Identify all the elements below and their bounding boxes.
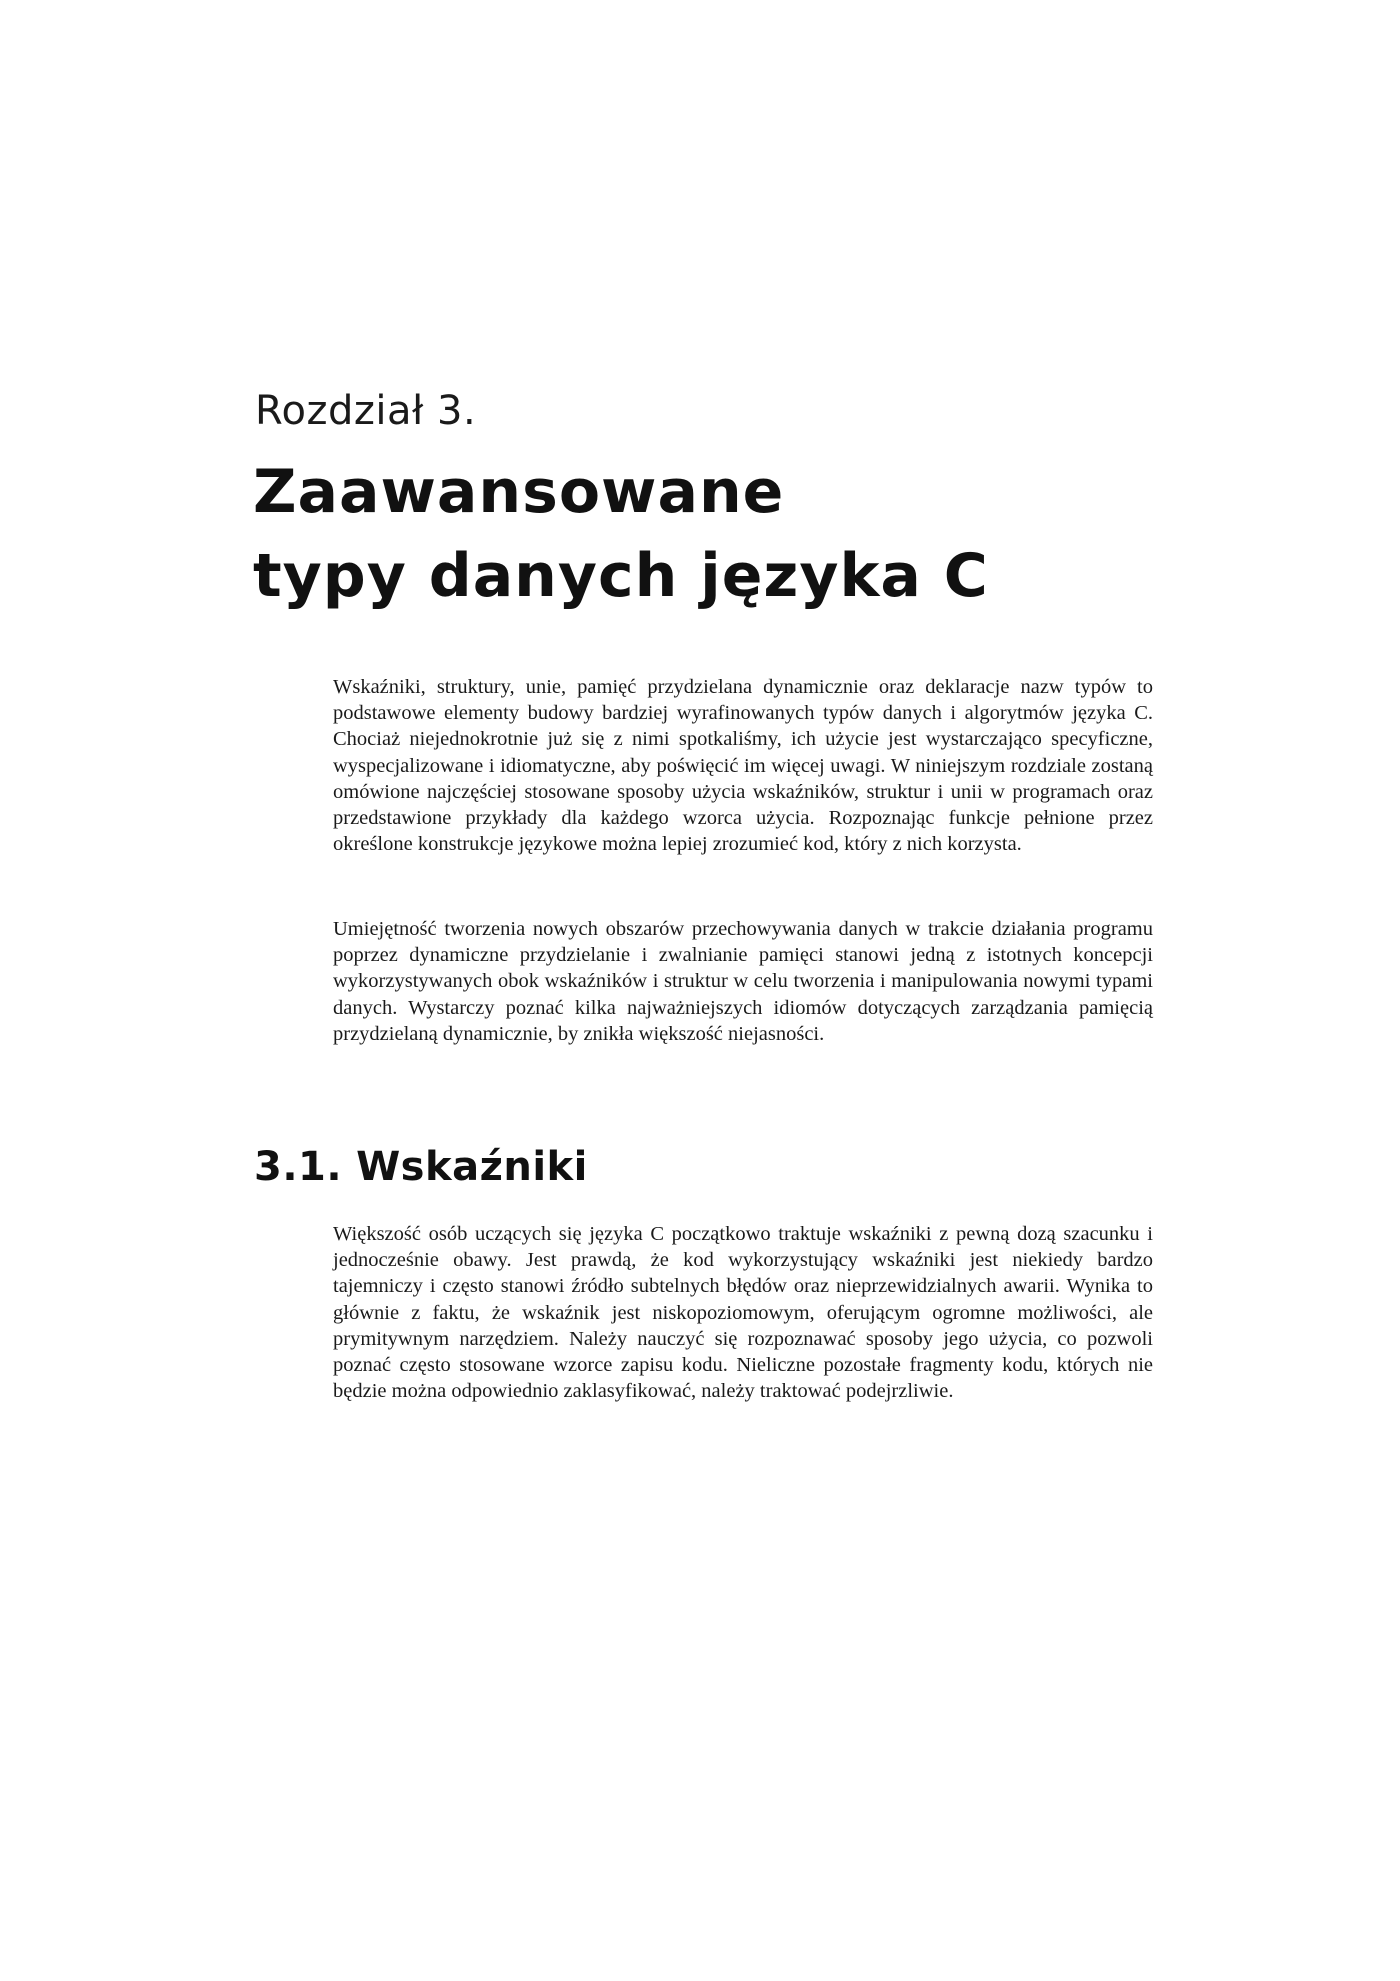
section-title: Wskaźniki (356, 1144, 588, 1190)
chapter-title (253, 450, 989, 618)
chapter-title-line-1: Zaawansowane (253, 457, 785, 527)
section-paragraph-1: Większość osób uczących się języka C początkowo traktuje wskaźniki z pewną dozą szacunku i jednocześnie obawy. Jest prawdą, że kod wykorzystujący wskaźniki jest niekiedy bardzo tajemniczy i często stanowi źródło subtelnych błędów oraz nieprzewidzialnych awarii. Wynika to głównie z faktu, że wskaźnik jest niskopoziomowym, oferującym ogromne możliwości, ale prymitywnym narzędziem. Należy nauczyć się rozpoznawać sposoby jego użycia, co pozwoli poznać często stosowane wzorce zapisu kodu. Nieliczne pozostałe fragmenty kodu, których nie będzie można odpowiednio zaklasyfikować, należy traktować podejrzliwie. (333, 1223, 1153, 1403)
chapter-title-line-2: typy danych języka C (253, 541, 989, 611)
section-number: 3.1. (254, 1144, 343, 1190)
chapter-label: Rozdział 3. (255, 388, 477, 434)
intro-paragraph-2: Umiejętność tworzenia nowych obszarów przechowywania danych w trakcie działania programu poprzez dynamiczne przydzielanie i zwalnianie pamięci stanowi jedną z istotnych koncepcji wykorzystywanych obok wskaźników i struktur w celu tworzenia i manipulowania nowymi typami danych. Wystarczy poznać kilka najważniejszych idiomów dotyczących zarządzania pamięcią przydzielaną dynamicznie, by znikła większość niejasności. (333, 918, 1153, 1045)
section-heading (254, 1144, 588, 1190)
intro-paragraph-1: Wskaźniki, struktury, unie, pamięć przydzielana dynamicznie oraz deklaracje nazw typów to podstawowe elementy budowy bardziej wyrafinowanych typów danych i algorytmów języka C. Chociaż niejednokrotnie już się z nimi spotkaliśmy, ich użycie jest wystarczająco specyficzne, wyspecjalizowane i idiomatyczne, aby poświęcić im więcej uwagi. W niniejszym rozdziale zostaną omówione najczęściej stosowane sposoby użycia wskaźników, struktur i unii w programach oraz przedstawione przykłady dla każdego wzorca użycia. Rozpoznając funkcje pełnione przez określone konstrukcje językowe można lepiej zrozumieć kod, który z nich korzysta. (333, 676, 1153, 856)
